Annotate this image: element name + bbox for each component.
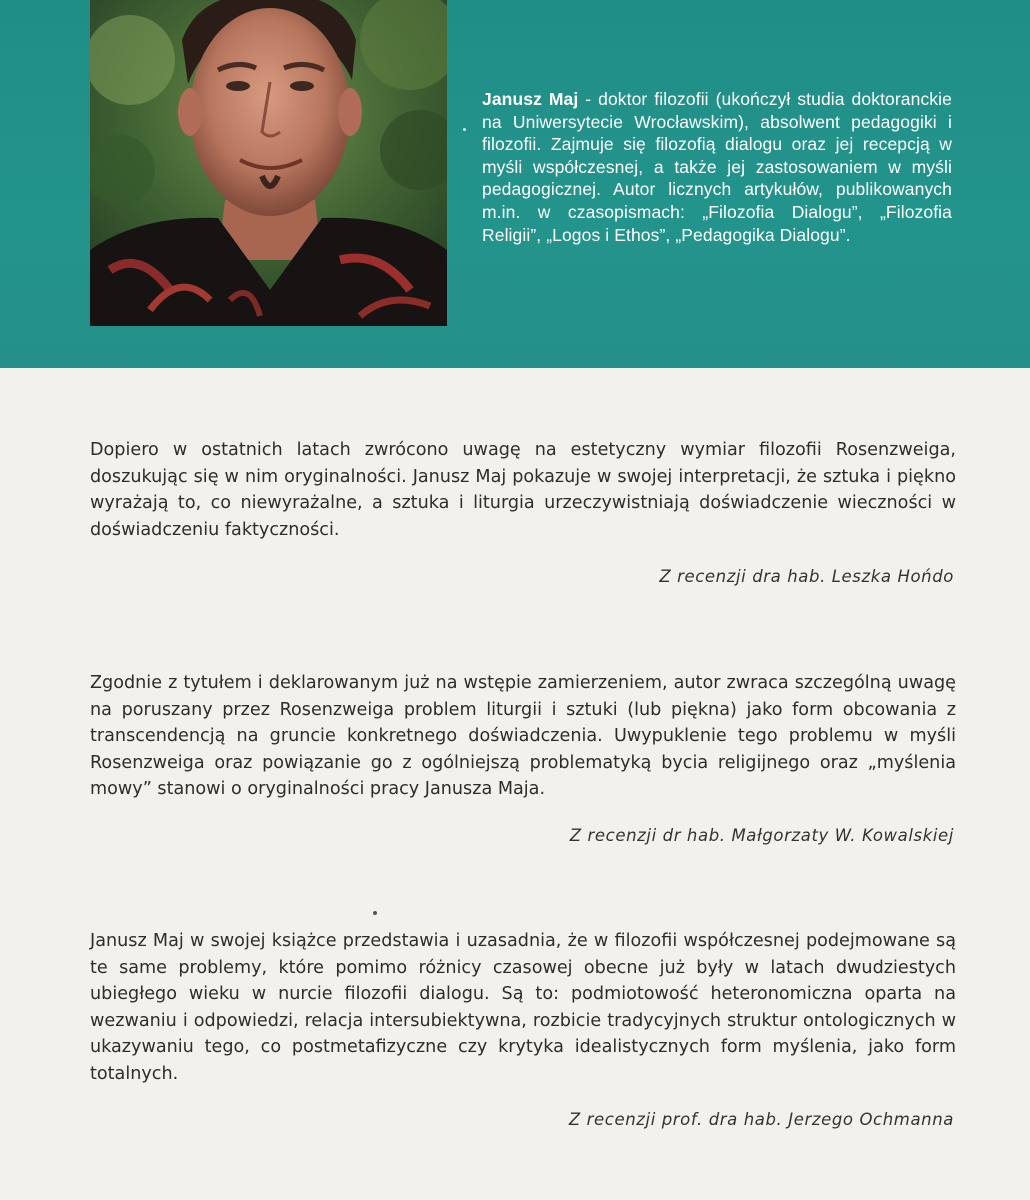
author-name: Janusz Maj	[482, 89, 579, 109]
author-bio	[482, 88, 952, 246]
decorative-dot	[463, 128, 466, 131]
review-2-source: Z recenzji dr hab. Małgorzaty W. Kowalskiej	[569, 826, 954, 845]
paper-speck	[373, 911, 377, 915]
author-photo	[90, 0, 447, 326]
review-1-text: Dopiero w ostatnich latach zwrócono uwagę na estetyczny wymiar filozofii Rosenzweiga, doszukując się w nim oryginalności. Janusz Maj pokazuje w swojej interpretacji, że sztuka i piękno wyrażają to, co niewyrażalne, a sztuka i liturgia urzeczywistniają doświadczenie wieczności w doświadczeniu faktyczności.	[90, 440, 956, 540]
review-3-source: Z recenzji prof. dra hab. Jerzego Ochmanna	[568, 1110, 954, 1129]
review-2-text: Zgodnie z tytułem i deklarowanym już na wstępie zamierzeniem, autor zwraca szczególną uwagę na poruszany przez Rosenzweiga problem liturgii i sztuki (lub piękna) jako form obcowania z transcendencją na gruncie konkretnego doświadczenia. Uwypuklenie tego problemu w myśli Rosenzweiga oraz powiązanie go z ogólniejszą problematyką bycia religijnego oraz „myślenia mowy” stanowi o oryginalności pracy Janusza Maja.	[90, 673, 956, 799]
review-3-text: Janusz Maj w swojej książce przedstawia i uzasadnia, że w filozofii współczesnej podejmowane są te same problemy, które pomimo różnicy czasowej obecne już były w latach dwudziestych ubiegłego wieku w nurcie filozofii dialogu. Są to: podmiotowość heteronomiczna oparta na wezwaniu i odpowiedzi, relacja intersubiektywna, rozbicie tradycyjnych struktur ontologicznych w ukazywaniu tego, co postmetafizyczne czy krytyka idealistycznych form myślenia, jako form totalnych.	[90, 931, 956, 1084]
author-bio-text: - doktor filozofii (ukończył studia doktoranckie na Uniwersytecie Wrocławskim), absolwent pedagogiki i filozofii. Zajmuje się filozofią dialogu oraz jej recepcją w myśli współczesnej, a także jej zastosowaniem w myśli pedagogicznej. Autor licznych artykułów, publikowanych m.in. w czasopismach: „Filozofia Dialogu”, „Filozofia Religii”, „Logos i Ethos”, „Pedagogika Dialogu”.	[482, 89, 952, 245]
review-1-source: Z recenzji dra hab. Leszka Hońdo	[659, 567, 954, 586]
